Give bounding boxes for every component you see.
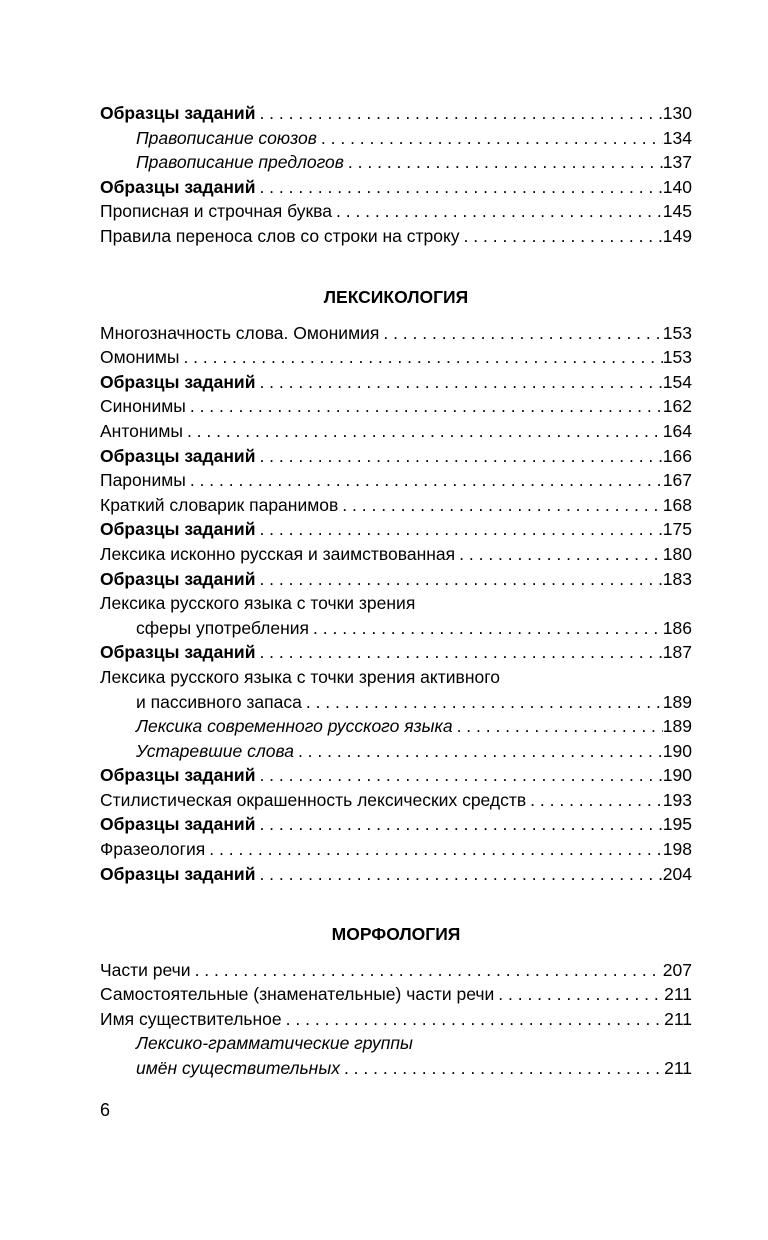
dot-leader (186, 468, 663, 493)
toc-entry-page: 189 (662, 716, 692, 737)
toc-entry[interactable] (100, 493, 692, 518)
toc-entry-page: 211 (664, 984, 692, 1005)
toc-entry-page: 180 (662, 543, 692, 564)
dot-leader (255, 862, 662, 887)
dot-leader (183, 419, 663, 444)
toc-entry-title: Прописная и строчная буква (100, 201, 332, 222)
toc-entry-title: Образцы заданий (100, 445, 256, 466)
toc-entry-title: Лексика русского языка с точки зрения (100, 593, 416, 614)
toc-entry-page: 195 (662, 814, 692, 835)
toc-entry-page: 207 (662, 959, 692, 980)
toc-entry[interactable] (100, 542, 692, 567)
toc-entry-title: Фразеология (100, 839, 206, 860)
toc-entry[interactable] (100, 394, 692, 419)
toc-entry[interactable] (100, 224, 692, 249)
toc-entry-title: Образцы заданий (100, 642, 256, 663)
toc-section (100, 101, 692, 249)
toc-entry-title: Краткий словарик паранимов (100, 494, 339, 515)
toc-entry-page: 153 (662, 347, 692, 368)
toc-entry-page: 140 (662, 176, 692, 197)
toc-entry-title: Паронимы (100, 470, 186, 491)
toc-entry-page: 198 (662, 839, 692, 860)
dot-leader (255, 444, 662, 469)
page-number-folio: 6 (100, 1100, 111, 1120)
toc-entry-title: Части речи (100, 959, 191, 980)
dot-leader (205, 837, 663, 862)
dot-leader (191, 958, 663, 983)
toc-entry[interactable] (100, 1056, 692, 1081)
dot-leader (379, 321, 662, 346)
toc-entry-title: Правописание союзов (136, 127, 317, 148)
toc-entry[interactable] (100, 763, 692, 788)
toc-entry-title: Образцы заданий (100, 765, 256, 786)
toc-entry[interactable] (100, 837, 692, 862)
toc-entry-page: 164 (662, 420, 692, 441)
dot-leader (179, 345, 662, 370)
toc-entry[interactable] (100, 345, 692, 370)
toc-entry-title: Образцы заданий (100, 568, 256, 589)
toc-entry-title: Образцы заданий (100, 519, 256, 540)
toc-entry[interactable] (100, 982, 692, 1007)
toc-entry-title: Образцы заданий (100, 814, 256, 835)
toc-entry-page: 153 (662, 322, 692, 343)
toc-entry-title: Устаревшие слова (136, 740, 294, 761)
toc-entry[interactable] (100, 1031, 692, 1056)
toc-entry[interactable] (100, 468, 692, 493)
dot-leader (255, 175, 662, 200)
dot-leader (255, 812, 662, 837)
section-heading: МОРФОЛОГИЯ (331, 924, 461, 944)
dot-leader (186, 394, 663, 419)
toc-entry-page: 183 (662, 568, 692, 589)
toc-entry-title: сферы употребления (136, 617, 310, 638)
toc-entry[interactable] (100, 739, 692, 764)
dot-leader (255, 101, 662, 126)
toc-entry-page: 189 (662, 691, 692, 712)
toc-entry-title: Стилистическая окрашенность лексических средств (100, 789, 527, 810)
toc-entry[interactable] (100, 640, 692, 665)
toc-entry-title: Образцы заданий (100, 863, 256, 884)
dot-leader (494, 982, 664, 1007)
toc-entry-title: Самостоятельные (знаменательные) части речи (100, 984, 495, 1005)
toc-entry-page: 154 (662, 371, 692, 392)
toc-entry-page: 211 (664, 1057, 692, 1078)
dot-leader (255, 763, 662, 788)
toc-entry-page: 190 (662, 765, 692, 786)
toc-entry-page: 166 (662, 445, 692, 466)
toc-entry[interactable] (100, 665, 692, 690)
toc-entry-page: 145 (662, 201, 692, 222)
dot-leader (453, 714, 663, 739)
toc-entry[interactable] (100, 517, 692, 542)
toc-entry-title: Антонимы (100, 420, 183, 441)
dot-leader (255, 640, 662, 665)
toc-entry-title: Лексика русского языка с точки зрения активного (100, 666, 500, 687)
dot-leader (309, 616, 663, 641)
toc-entry-title: Имя существительное (100, 1008, 282, 1029)
section-heading: ЛЕКСИКОЛОГИЯ (323, 287, 469, 307)
toc-entry-page: 211 (664, 1008, 692, 1029)
toc-section (100, 922, 692, 1081)
toc-entry-title: Лексика исконно русская и заимствованная (100, 543, 456, 564)
dot-leader (526, 788, 663, 813)
dot-leader (455, 542, 663, 567)
dot-leader (317, 126, 663, 151)
toc-entry-title: Образцы заданий (100, 103, 256, 123)
toc-entry[interactable] (100, 175, 692, 200)
toc-entry-title: Лексика современного русского языка (136, 716, 453, 737)
toc-entry[interactable] (100, 616, 692, 641)
toc-entry[interactable] (100, 101, 692, 126)
toc-entry[interactable] (100, 126, 692, 151)
toc-entry-page: 193 (662, 789, 692, 810)
toc-entry[interactable] (100, 444, 692, 469)
toc-entry-title: и пассивного запаса (136, 691, 302, 712)
toc-section (100, 285, 692, 886)
dot-leader (294, 739, 663, 764)
toc-entry[interactable] (100, 714, 692, 739)
dot-leader (255, 567, 662, 592)
toc-entry-title: Лексико-грамматические группы (136, 1033, 413, 1054)
toc-entry-page: 187 (662, 642, 692, 663)
toc-entry-page: 137 (662, 152, 692, 173)
toc-entry[interactable] (100, 419, 692, 444)
toc-entry-page: 149 (662, 225, 692, 246)
toc-entry[interactable] (100, 370, 692, 395)
toc-entry[interactable] (100, 199, 692, 224)
toc-entry[interactable] (100, 567, 692, 592)
toc-entry-page: 175 (662, 519, 692, 540)
dot-leader (255, 517, 662, 542)
toc-entry-title: Многозначность слова. Омонимия (100, 322, 380, 343)
dot-leader (338, 493, 663, 518)
dot-leader (332, 199, 663, 224)
toc-entry-page: 162 (662, 396, 692, 417)
toc-entry-title: Синонимы (100, 396, 186, 417)
dot-leader (255, 370, 662, 395)
toc-entry-page: 130 (662, 103, 692, 123)
toc-entry[interactable] (100, 591, 692, 616)
toc-entry-title: имён существительных (136, 1057, 340, 1078)
toc-entry-page: 186 (662, 617, 692, 638)
toc-entry[interactable] (100, 958, 692, 983)
toc-entry-title: Правила переноса слов со строки на строку (100, 225, 460, 246)
dot-leader (340, 1056, 664, 1081)
toc-entry-page: 167 (662, 470, 692, 491)
toc-entry[interactable] (100, 321, 692, 346)
toc-entry[interactable] (100, 812, 692, 837)
dot-leader (344, 150, 663, 175)
dot-leader (460, 224, 663, 249)
toc-entry[interactable] (100, 150, 692, 175)
toc-entry[interactable] (100, 690, 692, 715)
toc-entry-title: Омонимы (100, 347, 180, 368)
dot-leader (282, 1007, 664, 1032)
toc-entry[interactable] (100, 862, 692, 887)
toc-entry-title: Правописание предлогов (136, 152, 344, 173)
toc-entry-page: 134 (662, 127, 692, 148)
dot-leader (302, 690, 663, 715)
toc-entry[interactable] (100, 1007, 692, 1032)
toc-entry-page: 190 (662, 740, 692, 761)
toc-entry-title: Образцы заданий (100, 176, 256, 197)
toc-entry[interactable] (100, 788, 692, 813)
toc-entry-title: Образцы заданий (100, 371, 256, 392)
toc-entry-page: 204 (662, 863, 692, 884)
toc-entry-page: 168 (662, 494, 692, 515)
